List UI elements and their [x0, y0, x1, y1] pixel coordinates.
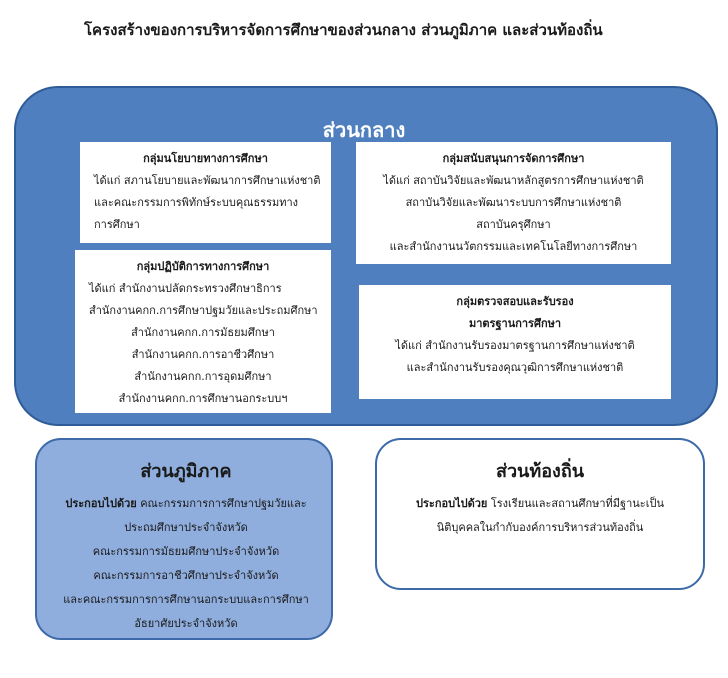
local-line: โรงเรียนและสถานศึกษาที่มีฐานะเป็น	[487, 497, 664, 510]
local-title: ส่วนท้องถิ่น	[495, 461, 585, 482]
policy-group-line: การศึกษา	[94, 218, 140, 231]
operations-group-line: สำนักงานคกก.การอุดมศึกษา	[134, 370, 272, 383]
operations-group-line: ได้แก่ สำนักงานปลัดกระทรวงศึกษาธิการ	[89, 282, 282, 295]
operations-group-box	[75, 250, 331, 413]
regional-line: ประถมศึกษาประจำจังหวัด	[124, 521, 248, 534]
policy-group-heading: กลุ่มนโยบายทางการศึกษา	[143, 152, 268, 165]
regional-prefix: ประกอบไปด้วย	[65, 497, 137, 510]
local-body	[375, 492, 705, 540]
regional-line: และคณะกรรมการการศึกษานอกระบบและการศึกษา	[63, 593, 309, 606]
regional-line: อัธยาศัยประจำจังหวัด	[134, 617, 238, 630]
support-group-heading: กลุ่มสนับสนุนการจัดการศึกษา	[442, 152, 585, 165]
standards-group-line: ได้แก่ สำนักงานรับรองมาตรฐานการศึกษาแห่งชาติ	[395, 339, 635, 352]
local-prefix: ประกอบไปด้วย	[416, 497, 488, 510]
central-region-title: ส่วนกลาง	[322, 118, 406, 142]
operations-group-heading: กลุ่มปฏิบัติการทางการศึกษา	[136, 260, 270, 273]
policy-group-line: และคณะกรรมการพิทักษ์ระบบคุณธรรมทาง	[94, 196, 299, 209]
support-group-line: และสำนักงานนวัตกรรมและเทคโนโลยีทางการศึกษา	[389, 240, 638, 253]
regional-body	[37, 492, 335, 636]
policy-group-line: ได้แก่ สภานโยบายและพัฒนาการศึกษาแห่งชาติ	[94, 174, 321, 187]
local-line: นิติบุคคลในกำกับองค์การบริหารส่วนท้องถิ่น	[436, 521, 644, 534]
regional-title: ส่วนภูมิภาค	[140, 461, 232, 482]
support-group-line: ได้แก่ สถาบันวิจัยและพัฒนาหลักสูตรการศึกษาแห่งชาติ	[383, 174, 644, 187]
policy-group-box	[80, 142, 331, 243]
regional-line: คณะกรรมการอาชีวศึกษาประจำจังหวัด	[93, 569, 279, 582]
standards-group-line: และสำนักงานรับรองคุณวุฒิการศึกษาแห่งชาติ	[406, 361, 624, 374]
regional-line: คณะกรรมการการศึกษาปฐมวัยและ	[136, 497, 307, 510]
operations-group-line: สำนักงานคกก.การมัธยมศึกษา	[131, 326, 275, 339]
operations-group-line: สำนักงานคกก.การศึกษานอกระบบฯ	[118, 392, 288, 405]
regional-line: คณะกรรมการมัธยมศึกษาประจำจังหวัด	[92, 545, 280, 558]
support-group-line: สถาบันครุศึกษา	[476, 218, 551, 231]
operations-group-line: สำนักงานคกก.การอาชีวศึกษา	[131, 348, 275, 361]
standards-group-box	[359, 285, 671, 399]
support-group-box	[356, 142, 671, 264]
standards-group-heading: กลุ่มตรวจสอบและรับรอง	[456, 295, 574, 308]
operations-group-line: สำนักงานคกก.การศึกษาปฐมวัยและประถมศึกษา	[89, 304, 318, 317]
standards-group-heading-line2: มาตรฐานการศึกษา	[468, 317, 562, 330]
diagram-title: โครงสร้างของการบริหารจัดการศึกษาของส่วนกลาง ส่วนภูมิภาค และส่วนท้องถิ่น	[84, 21, 603, 39]
support-group-line: สถาบันวิจัยและพัฒนาระบบการศึกษาแห่งชาติ	[405, 196, 622, 209]
